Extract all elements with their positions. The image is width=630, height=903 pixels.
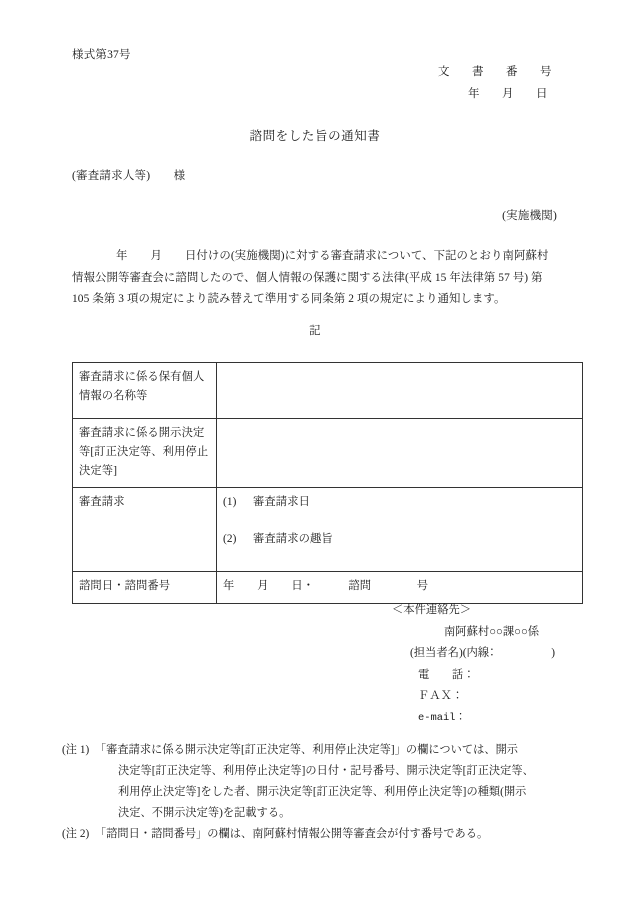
note-2 <box>62 824 562 845</box>
body-line-1: 年 月 日付けの(実施機関)に対する審査請求について、下記のとおり南阿蘇村 <box>116 250 549 262</box>
form-number: 様式第37号 <box>72 49 131 61</box>
contact-department: 南阿蘇村○○課○○係 <box>444 625 540 638</box>
document-date-label: 年 月 日 <box>468 88 553 100</box>
body-line-2: 情報公開等審査会に諮問したので、個人情報の保護に関する法律(平成 15 年法律第 57 号) 第 <box>72 271 543 284</box>
note-1 <box>62 740 562 824</box>
contact-block <box>392 600 555 729</box>
note-1-line-3: 利用停止決定等]をした者、開示決定等[訂正決定等、利用停止決定等]の種類(開示 <box>118 786 527 798</box>
notes-block <box>62 740 562 845</box>
body-line-3: 105 条第 3 項の規定により読み替えて準用する同条第 2 項の規定により通知します。 <box>72 293 506 305</box>
table-cell-value-subitems[interactable] <box>217 488 583 572</box>
table-cell-value[interactable] <box>217 363 583 419</box>
contact-email: e-mail： <box>418 711 466 724</box>
table-row <box>73 419 583 488</box>
note-2-marker: (注 2) <box>62 828 90 840</box>
table-row <box>73 572 583 604</box>
contact-telephone: 電 話： <box>418 668 475 681</box>
note-2-text-1: 「諮問日・諮問番号」の欄は、南阿蘇村情報公開等審査会が付す番号である。 <box>100 828 489 840</box>
table-cell-value[interactable]: 年 月 日・ 諮問 号 <box>217 572 583 604</box>
note-2-line-1 <box>62 824 562 845</box>
note-1-text-1: 「審査請求に係る開示決定等[訂正決定等、利用停止決定等]」の欄については、開示 <box>100 744 519 756</box>
subitem-1-number: (1) <box>223 496 237 508</box>
table-cell-label: 審査請求に係る保有個人情報の名称等 <box>73 363 217 419</box>
subitem-1-label: 審査請求日 <box>253 496 310 508</box>
table-cell-label: 諮問日・諮問番号 <box>73 572 217 604</box>
request-details-table <box>72 362 583 604</box>
table-cell-label: 審査請求 <box>73 488 217 572</box>
note-1-marker: (注 1) <box>62 744 90 756</box>
subitem-1 <box>223 493 576 512</box>
subitem-2-label: 審査請求の趣旨 <box>253 533 333 545</box>
contact-person-extension: (担当者名)(内線： ) <box>410 647 555 659</box>
addressee-line: (審査請求人等) 様 <box>72 170 186 182</box>
ki-mark: 記 <box>309 325 321 337</box>
subitem-spacer <box>223 512 576 530</box>
note-1-line-1 <box>62 740 562 761</box>
contact-fax: ＦＡＸ： <box>418 690 464 702</box>
contact-heading: ＜本件連絡先＞ <box>392 604 472 616</box>
table-cell-label: 審査請求に係る開示決定等[訂正決定等、利用停止決定等] <box>73 419 217 488</box>
subitem-2 <box>223 530 576 549</box>
table-row <box>73 363 583 419</box>
table-row <box>73 488 583 572</box>
note-1-line-2: 決定等[訂正決定等、利用停止決定等]の日付・記号番号、開示決定等[訂正決定等、 <box>118 765 534 777</box>
body-paragraph <box>72 246 558 311</box>
document-number-label: 文 書 番 号 <box>438 66 557 78</box>
subitem-2-number: (2) <box>223 533 237 545</box>
note-1-line-4: 決定、不開示決定等)を記載する。 <box>118 807 291 819</box>
table-cell-value[interactable] <box>217 419 583 488</box>
page-title: 諮問をした旨の通知書 <box>249 129 381 143</box>
issuing-organ-line: (実施機関) <box>502 210 557 222</box>
